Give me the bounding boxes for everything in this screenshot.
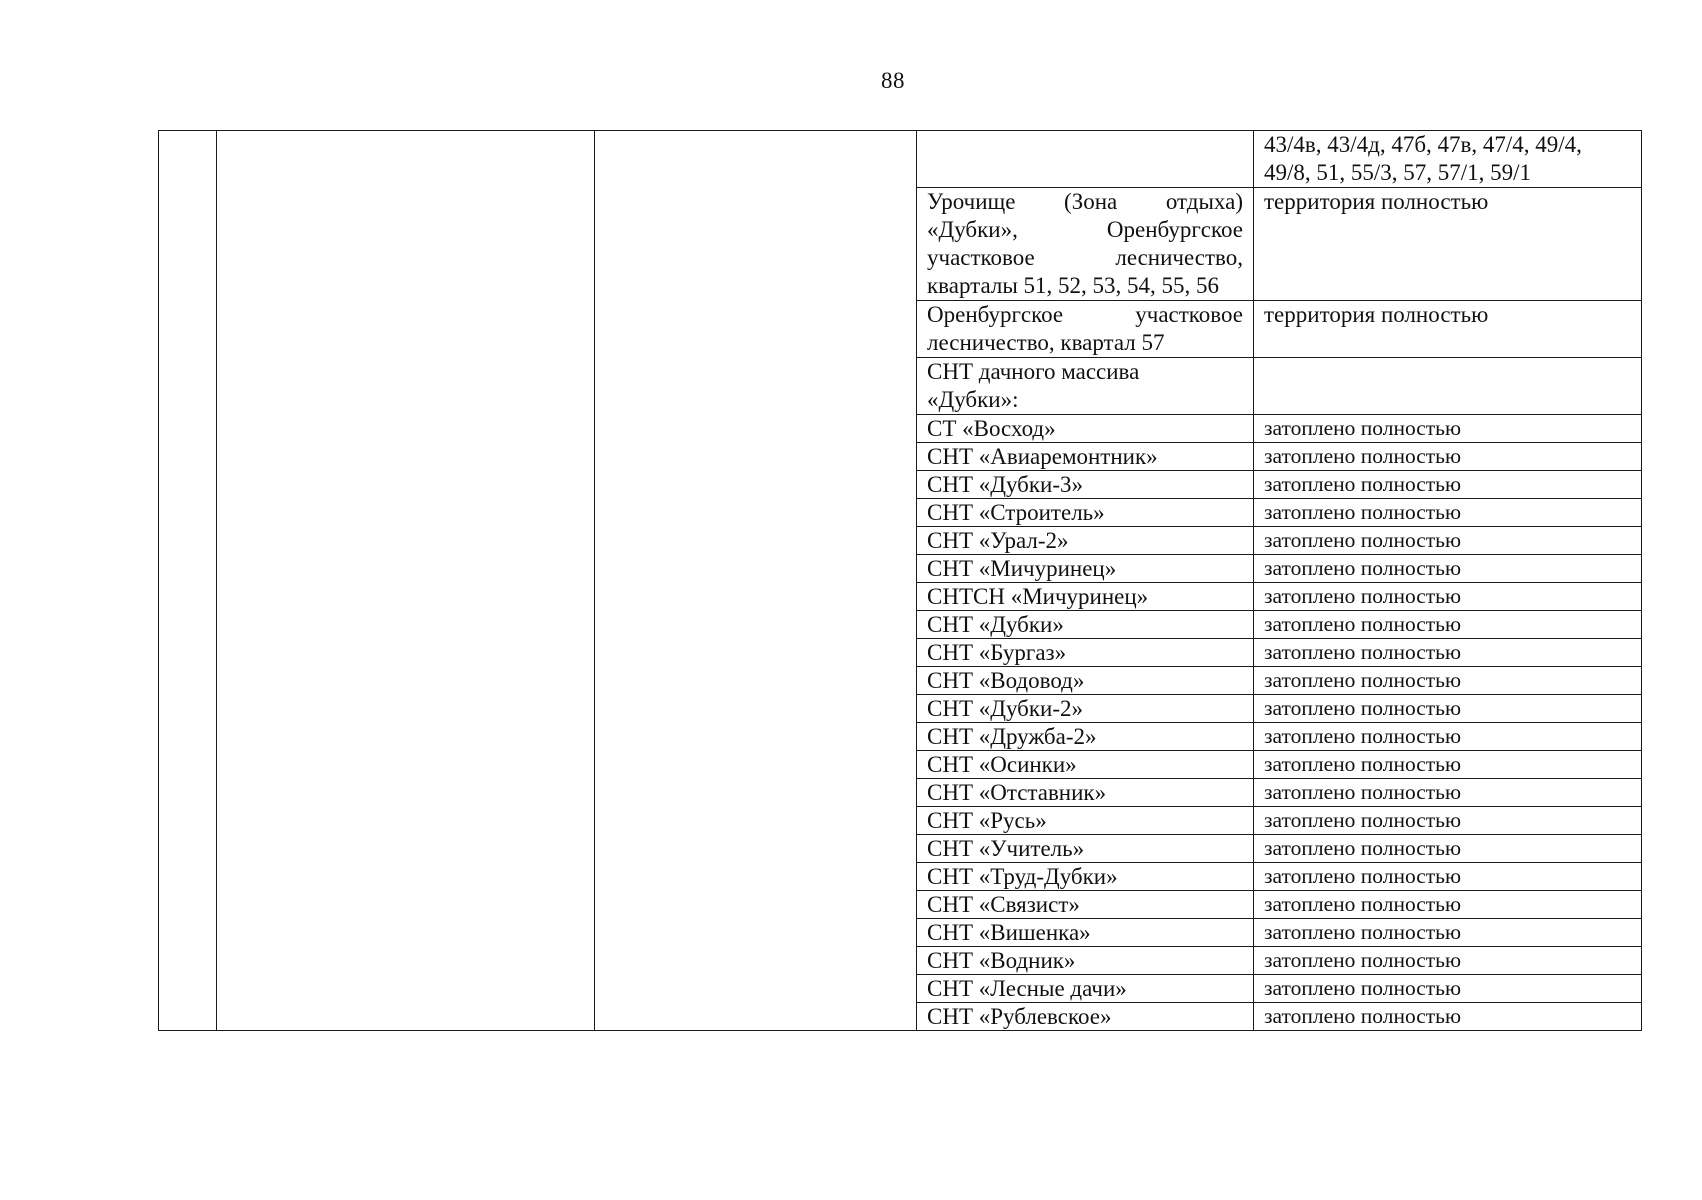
- status-line: 43/4в, 43/4д, 47б, 47в, 47/4, 49/4,: [1264, 132, 1582, 157]
- name-line: «Дубки», Оренбургское: [927, 217, 1243, 242]
- flood-status-cell: затоплено полностью: [1254, 611, 1642, 639]
- flood-status-cell: затоплено полностью: [1254, 807, 1642, 835]
- flood-status-cell: затоплено полностью: [1254, 667, 1642, 695]
- settlement-column-cell: [217, 131, 595, 1031]
- object-name-cell: СНТ «Авиаремонтник»: [917, 443, 1254, 471]
- object-name-cell: СНТ «Водник»: [917, 947, 1254, 975]
- status-line: 49/8, 51, 55/3, 57, 57/1, 59/1: [1264, 160, 1532, 185]
- flood-status-cell: [1254, 358, 1642, 415]
- number-column-cell: [159, 131, 217, 1031]
- flood-status-cell: затоплено полностью: [1254, 555, 1642, 583]
- object-name-cell: СНТ «Русь»: [917, 807, 1254, 835]
- flood-status-cell: затоплено полностью: [1254, 835, 1642, 863]
- flood-status-cell: [1254, 131, 1642, 188]
- flood-status-cell: затоплено полностью: [1254, 947, 1642, 975]
- table-row: [159, 131, 1642, 188]
- flood-status-cell: затоплено полностью: [1254, 471, 1642, 499]
- flood-status-cell: затоплено полностью: [1254, 1003, 1642, 1031]
- flood-status-cell: затоплено полностью: [1254, 443, 1642, 471]
- object-name-cell: [917, 131, 1254, 188]
- object-name-cell: СНТ «Связист»: [917, 891, 1254, 919]
- object-name-cell: СНТ «Дубки»: [917, 611, 1254, 639]
- flood-status-cell: затоплено полностью: [1254, 639, 1642, 667]
- flood-status-cell: затоплено полностью: [1254, 751, 1642, 779]
- name-line: Оренбургское участковое: [927, 302, 1243, 327]
- object-name-cell: СНТСН «Мичуринец»: [917, 583, 1254, 611]
- name-line: Урочище (Зона отдыха): [927, 189, 1243, 214]
- flood-status-cell: территория полностью: [1254, 188, 1642, 301]
- flood-status-cell: затоплено полностью: [1254, 919, 1642, 947]
- object-name-cell: СНТ «Лесные дачи»: [917, 975, 1254, 1003]
- flood-status-cell: затоплено полностью: [1254, 863, 1642, 891]
- flood-status-cell: затоплено полностью: [1254, 415, 1642, 443]
- name-line: СНТ дачного массива: [927, 359, 1140, 384]
- object-name-cell: СНТ «Вишенка»: [917, 919, 1254, 947]
- object-name-cell: СНТ «Строитель»: [917, 499, 1254, 527]
- object-name-cell: СНТ «Урал-2»: [917, 527, 1254, 555]
- district-column-cell: [595, 131, 917, 1031]
- object-name-cell: [917, 301, 1254, 358]
- flood-status-cell: затоплено полностью: [1254, 975, 1642, 1003]
- flood-status-cell: затоплено полностью: [1254, 891, 1642, 919]
- flood-status-cell: затоплено полностью: [1254, 527, 1642, 555]
- object-name-cell: СТ «Восход»: [917, 415, 1254, 443]
- name-line: «Дубки»:: [927, 387, 1019, 412]
- name-line: участковое лесничество,: [927, 245, 1243, 270]
- name-line: лесничество, квартал 57: [927, 330, 1165, 355]
- flood-zone-table: [158, 130, 1642, 1031]
- object-name-cell: СНТ «Осинки»: [917, 751, 1254, 779]
- flood-status-cell: затоплено полностью: [1254, 779, 1642, 807]
- name-line: кварталы 51, 52, 53, 54, 55, 56: [927, 273, 1220, 298]
- object-name-cell: СНТ «Учитель»: [917, 835, 1254, 863]
- object-name-cell: СНТ «Отставник»: [917, 779, 1254, 807]
- flood-status-cell: территория полностью: [1254, 301, 1642, 358]
- flood-status-cell: затоплено полностью: [1254, 695, 1642, 723]
- object-name-cell: СНТ «Дубки-2»: [917, 695, 1254, 723]
- page-number: 88: [881, 68, 905, 93]
- object-name-cell: СНТ «Бургаз»: [917, 639, 1254, 667]
- flood-status-cell: затоплено полностью: [1254, 583, 1642, 611]
- object-name-cell: [917, 358, 1254, 415]
- object-name-cell: СНТ «Водовод»: [917, 667, 1254, 695]
- object-name-cell: СНТ «Рублевское»: [917, 1003, 1254, 1031]
- object-name-cell: СНТ «Мичуринец»: [917, 555, 1254, 583]
- object-name-cell: СНТ «Дружба-2»: [917, 723, 1254, 751]
- object-name-cell: СНТ «Труд-Дубки»: [917, 863, 1254, 891]
- object-name-cell: СНТ «Дубки-3»: [917, 471, 1254, 499]
- flood-status-cell: затоплено полностью: [1254, 499, 1642, 527]
- object-name-cell: [917, 188, 1254, 301]
- flood-status-cell: затоплено полностью: [1254, 723, 1642, 751]
